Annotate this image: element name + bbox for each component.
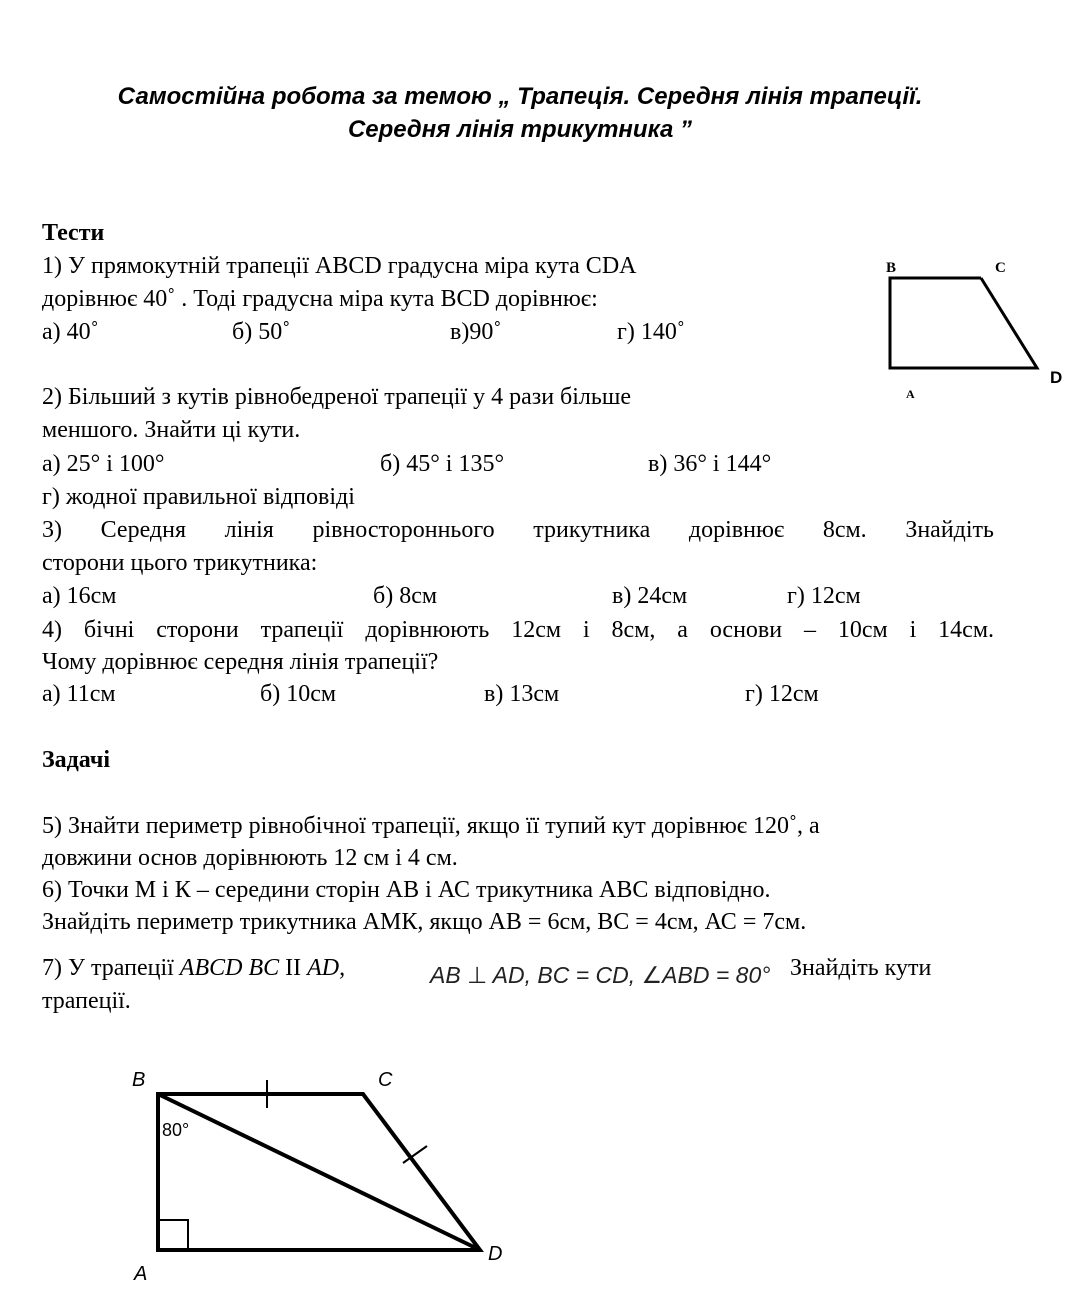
q7-suffix: Знайдіть кути xyxy=(790,955,932,981)
q3-option-d: г) 12см xyxy=(787,583,861,609)
q3-option-a: а) 16см xyxy=(42,583,117,609)
figure-1-trapezoid xyxy=(870,250,1069,410)
figure-2-diagonal-bd xyxy=(158,1094,480,1250)
q5-line-2: довжини основ дорівнюють 12 см і 4 см. xyxy=(42,845,458,871)
q4-option-a: а) 11см xyxy=(42,681,116,707)
q1-line-2: дорівнює 40˚ . Тоді градусна міра кута BCD дорівнює: xyxy=(42,286,598,312)
q4-option-b: б) 10см xyxy=(260,681,337,707)
figure-1-label-b: B xyxy=(886,260,897,276)
q5-line-1: 5) Знайти периметр рівнобічної трапеції, якщо її тупий кут дорівнює 120˚, а xyxy=(42,813,820,839)
q7-line-2: трапеції. xyxy=(42,988,131,1014)
q1-option-d: г) 140˚ xyxy=(617,319,685,345)
q7-line-1 xyxy=(42,952,345,984)
q4-line-2: Чому дорівнює середня лінія трапеції? xyxy=(42,649,439,675)
q1-option-b: б) 50˚ xyxy=(232,319,291,345)
figure-2-label-a: A xyxy=(134,1263,148,1285)
figure-2-label-d: D xyxy=(488,1243,503,1265)
q6-line-1: 6) Точки М і К – середини сторін АВ і АС трикутника АВС відповідно. xyxy=(42,877,771,903)
q3-line-2: сторони цього трикутника: xyxy=(42,550,318,576)
q3-line-1: 3) Середня лінія рівностороннього трикутника дорівнює 8см. Знайдіть xyxy=(42,517,994,543)
figure-2-label-c: C xyxy=(378,1069,393,1091)
figure-1-shape xyxy=(890,278,1037,368)
q3-option-b: б) 8см xyxy=(373,583,438,609)
q2-option-a: а) 25° і 100° xyxy=(42,451,165,477)
q1-option-a: а) 40˚ xyxy=(42,319,99,345)
figure-2-trapezoid xyxy=(120,1060,540,1290)
q2-line-1: 2) Більший з кутів рівнобедреної трапеції у 4 рази більше xyxy=(42,384,631,410)
tasks-heading: Задачі xyxy=(42,747,111,773)
q7-prefix: 7) У трапеції xyxy=(42,955,180,981)
q1-option-c: в)90˚ xyxy=(450,319,502,345)
q4-line-1: 4) бічні сторони трапеції дорівнюють 12см і 8см, а основи – 10см і 14см. xyxy=(42,617,994,643)
q7-given-2: AD, xyxy=(307,955,346,981)
figure-2-label-b: B xyxy=(132,1069,146,1091)
q7-parallel: ІІ xyxy=(279,955,308,981)
tests-heading: Тести xyxy=(42,220,105,246)
q2-option-c: в) 36° і 144° xyxy=(648,451,772,477)
q3-option-c: в) 24см xyxy=(612,583,688,609)
q7-formula: AB ⊥ AD, BC = CD, ∠ABD = 80° xyxy=(430,962,771,988)
figure-2-right-angle-mark xyxy=(158,1220,188,1250)
q7-given-1: ABCD BC xyxy=(179,955,280,981)
q6-line-2: Знайдіть периметр трикутника АМК, якщо АВ = 6см, ВС = 4см, АС = 7см. xyxy=(42,909,807,935)
title-line-1: Самостійна робота за темою „ Трапеція. Середня лінія трапеції. xyxy=(117,83,923,110)
q2-option-b: б) 45° і 135° xyxy=(380,451,505,477)
figure-2-angle-label: 80° xyxy=(162,1120,190,1140)
figure-1-label-a: A xyxy=(906,387,915,401)
title-line-2: Середня лінія трикутника ” xyxy=(347,116,693,143)
q4-option-d: г) 12см xyxy=(745,681,819,707)
q2-option-d: г) жодної правильної відповіді xyxy=(42,484,355,510)
figure-1-label-d: D xyxy=(1050,368,1063,387)
q1-line-1: 1) У прямокутній трапеції ABCD градусна міра кута CDA xyxy=(42,253,637,279)
q4-option-c: в) 13см xyxy=(484,681,560,707)
q2-line-2: меншого. Знайти ці кути. xyxy=(42,417,301,443)
figure-1-label-c: C xyxy=(995,260,1006,276)
